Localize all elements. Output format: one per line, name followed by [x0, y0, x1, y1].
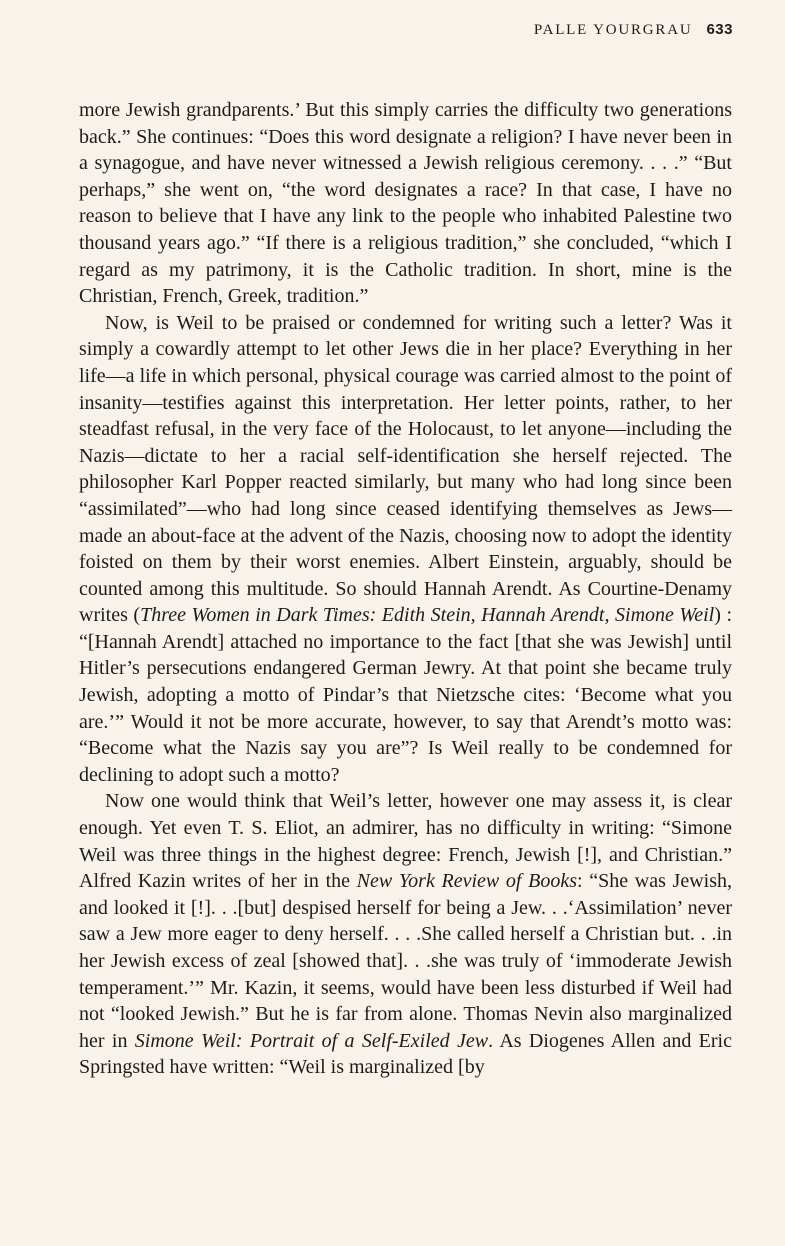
- body-text: [79, 97, 732, 1081]
- paragraph: [79, 788, 732, 1081]
- text-run: Now one would think that Weil’s letter, however one may assess it, is clear enough. Yet even T. S. Eliot, an admirer, has no difficulty in writing: “Simone Weil was three things in the highest degree: French, Jewish [!], and Christian.” Alfred Kazin writes of her in the: [79, 790, 732, 893]
- running-head: [534, 20, 733, 39]
- text-run: more Jewish grandparents.’ But this simply carries the difficulty two generations back.” She continues: “Does this word designate a religion? I have never been in a synagogue, and have never witnessed a Jewish religious ceremony. . . .” “But perhaps,” she went on, “the word designates a race? In that case, I have no reason to believe that I have any link to the people who inhabited Palestine two thousand years ago.” “If there is a religious tradition,” she concluded, “which I regard as my patrimony, it is the Catholic tradition. In short, mine is the Christian, French, Greek, tradition.”: [79, 99, 732, 308]
- running-head-author: PALLE YOURGRAU: [533, 22, 693, 38]
- text-run: Now, is Weil to be praised or condemned for writing such a letter? Was it simply a cowardly attempt to let other Jews die in her place? Everything in her life—a life in which personal, physical courage was carried almost to the point of insanity—testifies against this interpretation. Her letter points, rather, to her steadfast refusal, in the very face of the Holocaust, to let anyone—including the Nazis—dictate to her a racial self-identification she herself rejected. The philosopher Karl Popper reacted similarly, but many who had long since been “assimilated”—who had long since ceased identifying themselves as Jews—made an about-face at the advent of the Nazis, choosing now to adopt the identity foisted on them by their worst enemies. Albert Einstein, arguably, should be counted among this multitude. So should Hannah Arendt. As Courtine-Denamy writes (: [79, 311, 732, 627]
- italic-title: New York Review of Books: [356, 870, 578, 893]
- text-run: . As Diogenes Allen and Eric Springsted have written: “Weil is marginalized [by: [79, 1029, 732, 1079]
- italic-title: Three Women in Dark Times: Edith Stein, Hannah Arendt, Simone Weil: [140, 604, 715, 627]
- paragraph: [79, 310, 732, 789]
- page-number: 633: [706, 21, 733, 38]
- paragraph: [79, 97, 732, 310]
- text-run: ) : “[Hannah Arendt] attached no importance to the fact [that she was Jewish] until Hitler’s persecutions endangered German Jewry. At that point she became truly Jewish, adopting a motto of Pindar’s that Nietzsche cites: ‘Become what you are.’” Would it not be more accurate, however, to say that Arendt’s motto was: “Become what the Nazis say you are”? Is Weil really to be condemned for declining to adopt such a motto?: [79, 604, 732, 786]
- text-run: : “She was Jewish, and looked it [!]. . .[but] despised herself for being a Jew. . .‘Assimilation’ never saw a Jew more eager to deny herself. . . .She called herself a Christian but. . .in her Jewish excess of zeal [showed that]. . .she was truly of ‘immoderate Jewish temperament.’” Mr. Kazin, it seems, would have been less disturbed if Weil had not “looked Jewish.” But he is far from alone. Thomas Nevin also marginalized her in: [79, 870, 732, 1052]
- italic-title: Simone Weil: Portrait of a Self-Exiled Jew: [134, 1029, 489, 1052]
